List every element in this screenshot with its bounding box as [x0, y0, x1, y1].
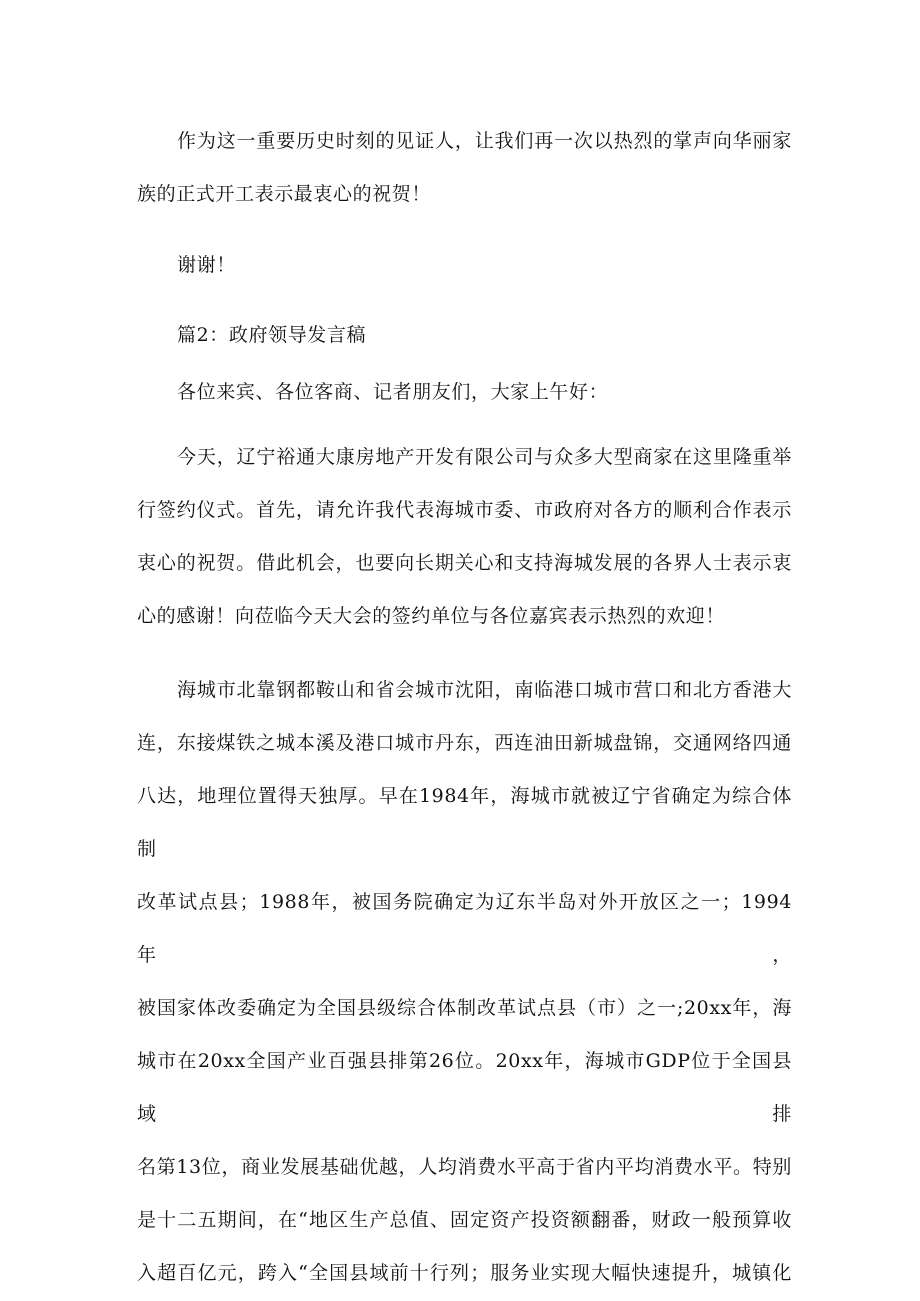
paragraph-ceremony — [137, 431, 792, 643]
text-line: 衷心的祝贺。借此机会，也要向长期关心和支持海城发展的各界人士表示衷 — [137, 552, 792, 574]
text-line: 族的正式开工表示最衷心的祝贺！ — [137, 183, 432, 205]
paragraph-congratulation — [137, 115, 792, 221]
text-line: 名第13位，商业发展基础优越，人均消费水平高于省内平均消费水平。特别 — [137, 1156, 792, 1178]
text-line: 八达，地理位置得天独厚。早在1984年，海城市就被辽宁省确定为综合体制 — [137, 785, 792, 860]
text-line: 改革试点县；1988年，被国务院确定为辽东半岛对外开放区之一；1994年， — [137, 891, 792, 966]
paragraph-haicheng-overview — [137, 664, 792, 1300]
paragraph-thanks — [137, 239, 792, 292]
text-line: 城市在20xx全国产业百强县排第26位。20xx年，海城市GDP位于全国县域排 — [137, 1050, 792, 1125]
text-line: 行签约仪式。首先，请允许我代表海城市委、市政府对各方的顺利合作表示 — [137, 499, 792, 521]
text-line: 是十二五期间，在“地区生产总值、固定资产投资额翻番，财政一般预算收 — [137, 1209, 792, 1231]
text-line: 谢谢！ — [177, 254, 236, 276]
text-line: 今天，辽宁裕通大康房地产开发有限公司与众多大型商家在这里隆重举 — [177, 446, 792, 468]
text-line: 各位来宾、各位客商、记者朋友们，大家上午好： — [177, 381, 609, 403]
text-line: 被国家体改委确定为全国县级综合体制改革试点县（市）之一;20xx年，海 — [137, 997, 792, 1019]
paragraph-greeting — [137, 366, 792, 419]
text-line: 连，东接煤铁之城本溪及港口城市丹东，西连油田新城盘锦，交通网络四通 — [137, 732, 792, 754]
text-line: 作为这一重要历史时刻的见证人，让我们再一次以热烈的掌声向华丽家 — [177, 130, 792, 152]
text-line: 海城市北靠钢都鞍山和省会城市沈阳，南临港口城市营口和北方香港大 — [177, 679, 792, 701]
text-line: 入超百亿元，跨入“全国县域前十行列；服务业实现大幅快速提升，城镇化 — [137, 1262, 792, 1284]
text-line: 篇2：政府领导发言稿 — [177, 324, 367, 346]
text-line: 心的感谢！向莅临今天大会的签约单位与各位嘉宾表示热烈的欢迎！ — [137, 605, 726, 627]
section-heading — [137, 309, 792, 362]
